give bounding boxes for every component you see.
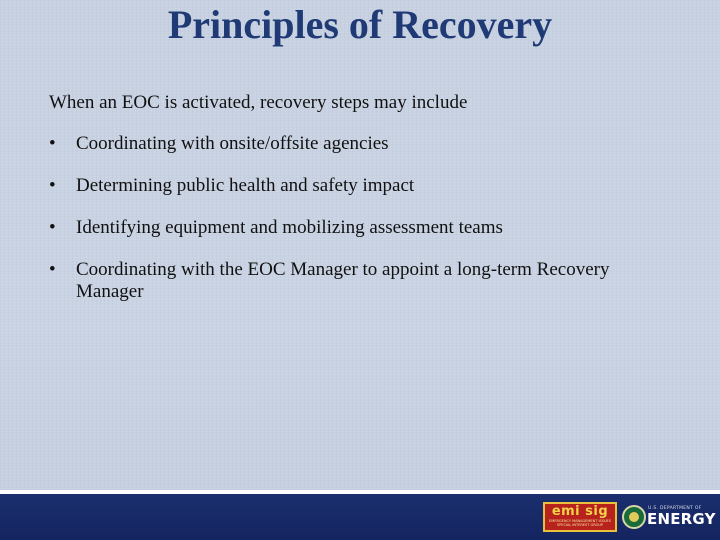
bullet-text: Identifying equipment and mobilizing assessment teams <box>76 217 503 238</box>
emi-sig-logo <box>543 502 617 532</box>
bullet-icon: • <box>49 133 56 154</box>
bullet-text: Determining public health and safety impact <box>76 175 415 196</box>
bullet-item <box>49 217 649 239</box>
bullet-item <box>49 175 649 197</box>
doe-energy-logo-text: ENERGY <box>647 510 716 528</box>
doe-department-text: U.S. DEPARTMENT OF <box>648 506 702 511</box>
bullet-icon: • <box>49 259 56 280</box>
bullet-icon: • <box>49 217 56 238</box>
emi-sig-logo-text: emi sig <box>551 504 609 519</box>
doe-seal-emblem <box>629 512 639 522</box>
bullet-icon: • <box>49 175 56 196</box>
bullet-text: Coordinating with onsite/offsite agencies <box>76 133 389 154</box>
bullet-text: Coordinating with the EOC Manager to appoint a long-term Recovery Manager <box>76 259 610 302</box>
bullet-item <box>49 259 649 303</box>
bullet-item <box>49 133 649 155</box>
slide-title: Principles of Recovery <box>167 2 553 47</box>
bullet-list <box>49 133 649 323</box>
doe-seal-icon <box>622 505 646 529</box>
emi-sig-logo-subtext: EMERGENCY MANAGEMENT ISSUES SPECIAL INTEREST GROUP <box>549 519 611 527</box>
intro-text: When an EOC is activated, recovery steps may include <box>49 92 468 113</box>
